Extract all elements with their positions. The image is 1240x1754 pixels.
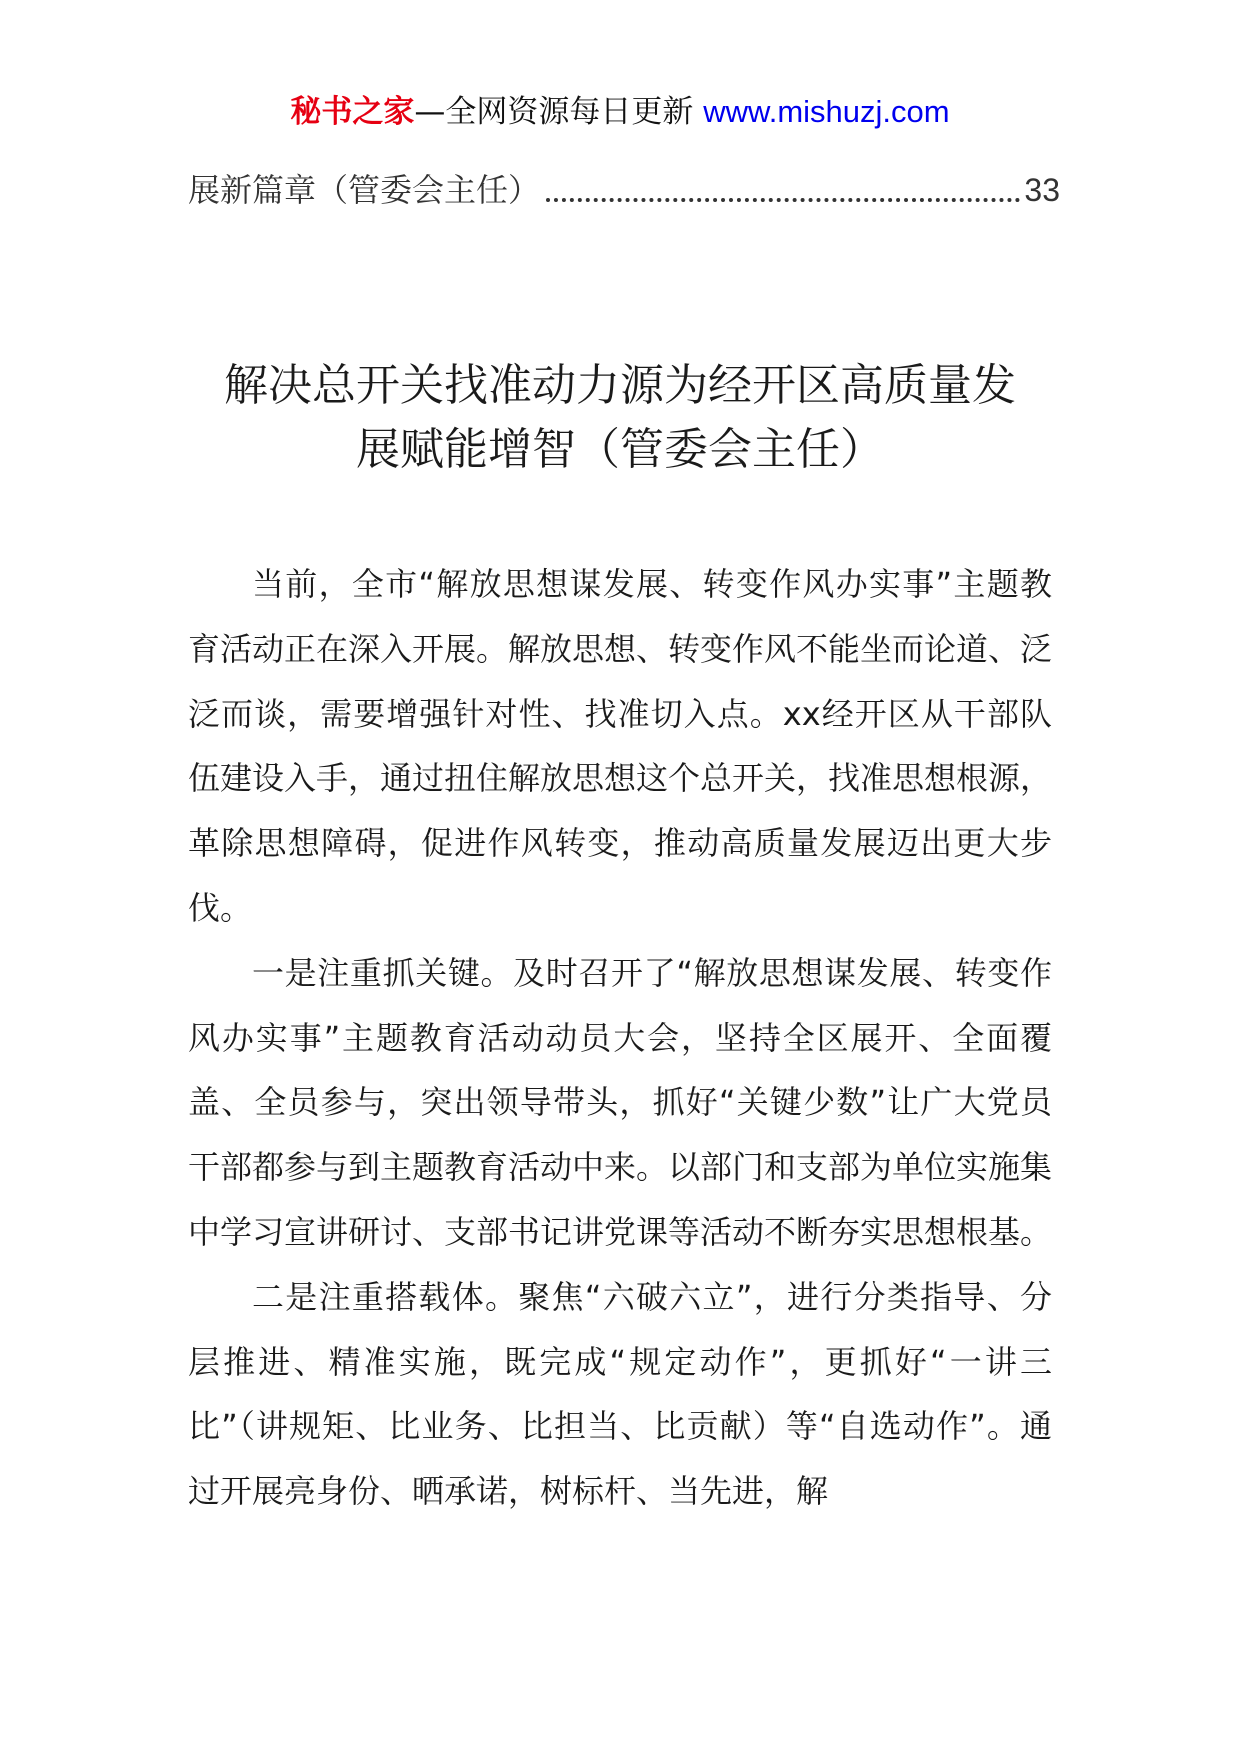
article-title: [188, 354, 1052, 482]
site-url-link[interactable]: www.mishuzj.com: [703, 94, 950, 129]
toc-entry-text: 展新篇章（管委会主任）: [188, 171, 541, 209]
article-title-line-1: 解决总开关找准动力源为经开区高质量发: [224, 360, 1016, 411]
article-body: [188, 552, 1052, 1524]
site-header: [0, 92, 1240, 132]
toc-entry[interactable]: [188, 168, 1060, 212]
toc-page-number: 33: [1024, 172, 1060, 208]
toc-leader-dots: [546, 198, 1020, 202]
header-slogan: —全网资源每日更新: [414, 94, 694, 130]
article-paragraph: 当前，全市“解放思想谋发展、转变作风办实事”主题教育活动正在深入开展。解放思想、转变作风不能坐而论道、泛泛而谈，需要增强针对性、找准切入点。xx经开区从干部队伍建设入手，通过扭住解放思想这个总开关，找准思想根源，革除思想障碍，促进作风转变，推动高质量发展迈出更大步伐。: [188, 565, 1053, 927]
brand-name: 秘书之家: [290, 94, 415, 130]
article-paragraph: 一是注重抓关键。及时召开了“解放思想谋发展、转变作风办实事”主题教育活动动员大会，坚持全区展开、全面覆盖、全员参与，突出领导带头，抓好“关键少数”让广大党员干部都参与到主题教育活动中来。以部门和支部为单位实施集中学习宣讲研讨、支部书记讲党课等活动不断夯实思想根基。: [188, 953, 1053, 1251]
article-title-line-2: 展赋能增智（管委会主任）: [356, 424, 884, 475]
article-paragraph: 二是注重搭载体。聚焦“六破六立”，进行分类指导、分层推进、精准实施，既完成“规定动作”，更抓好“一讲三比”（讲规矩、比业务、比担当、比贡献）等“自选动作”。通过开展亮身份、晒承诺，树标杆、当先进，解: [188, 1277, 1052, 1511]
